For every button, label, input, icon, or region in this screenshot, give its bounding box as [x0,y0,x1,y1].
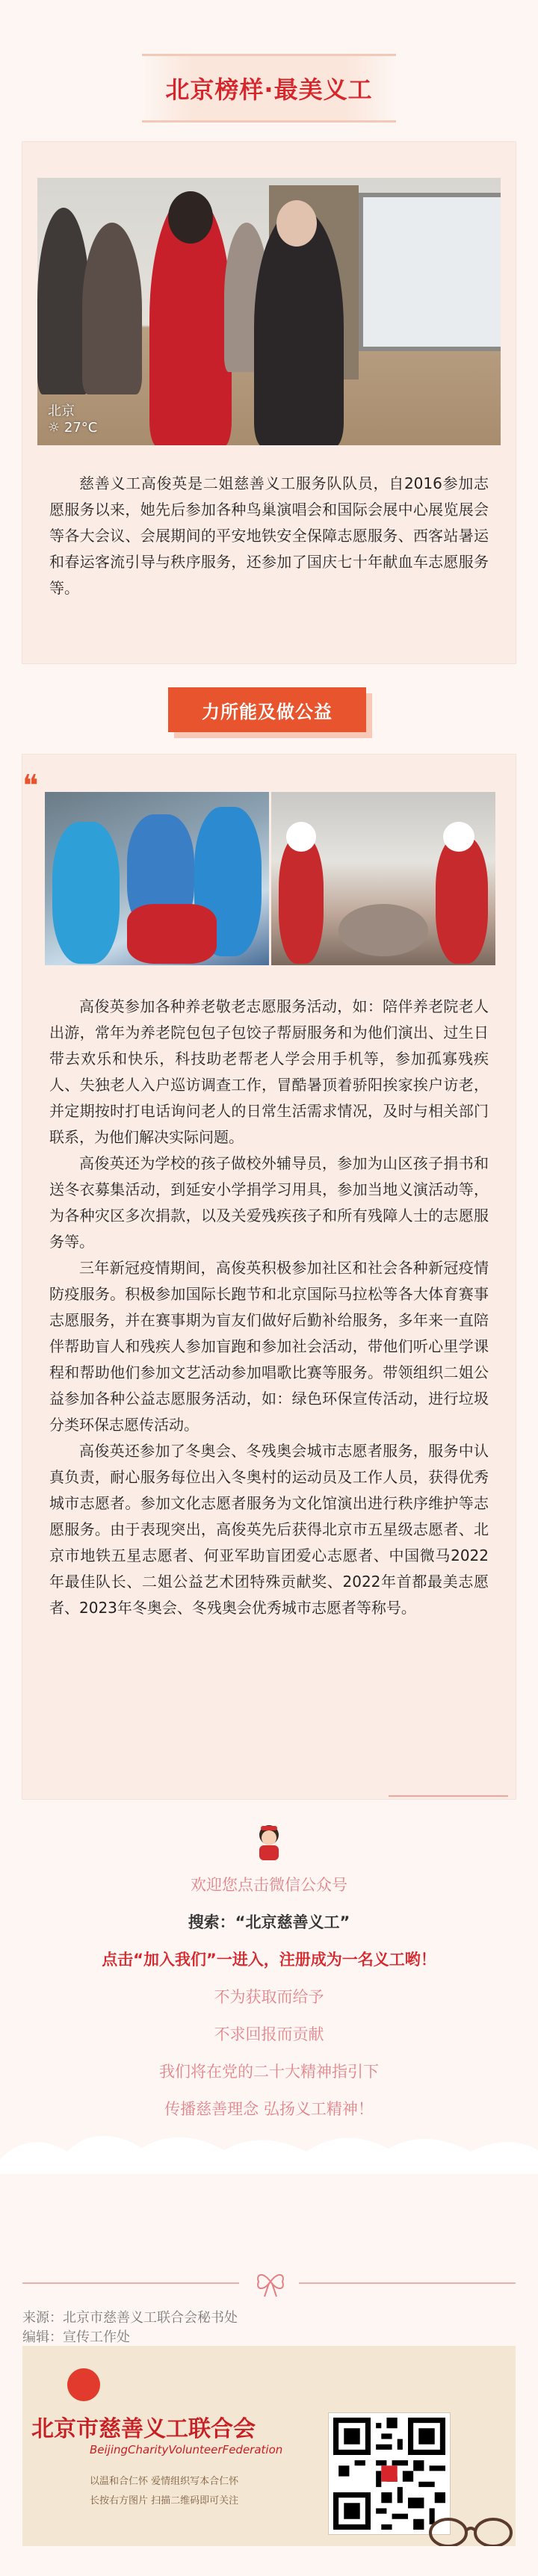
footer-separator-left [22,2282,239,2284]
quote-icon: ❝ [22,769,39,803]
org-name: 北京市慈善义工联合会 [31,2416,256,2442]
profile-paragraph: 慈善义工高俊英是二姐慈善义工服务队队员，自2016参加志愿服务以来，她先后参加各种鸟巢演唱会和国际会展中心展览展会等各大会议、会展期间的平安地铁安全保障志愿服务、西客站暑运和春运客流引导与秩序服务，还参加了国庆七十年献血车志愿服务等。 [49,474,489,597]
banner-scan-hint: 长按右方图片 扫描二维码即可关注 [90,2495,239,2507]
details-paragraph: 高俊英还为学校的孩子做校外辅导员，参加为山区孩子捐书和送冬衣募集活动，到延安小学捐学习用具，参加当地义演活动等，为各种灾区多次捐款，以及关爱残疾孩子和所有残障人士的志愿服务等。 [49,1154,489,1251]
cta-line4: 传播慈善理念 弘扬义工精神！ [164,2100,374,2118]
profile-card [22,142,516,663]
org-banner[interactable] [22,2346,516,2546]
activity-photo-right[interactable] [271,792,495,965]
cta-line1: 不为获取而给予 [214,1988,324,2006]
details-paragraph: 高俊英参加各种养老敬老志愿服务活动，如：陪伴养老院老人出游，常年为养老院包包子包饺子帮厨服务和为他们演出、过生日带去欢乐和快乐，科技助老帮老人学会用手机等，参加孤寡残疾人、失独老人入户巡访调查工作，冒酷暑顶着骄阳挨家挨户访老，并定期按时打电话询问老人的日常生活需求情况，及时与相关部门联系，为他们解决实际问题。 [49,997,489,1146]
photo-weather-overlay [48,403,97,436]
header [0,0,538,142]
cta-welcome: 欢迎您点击微信公众号 [191,1876,347,1894]
cta-line3: 我们将在党的二十大精神指引下 [159,2063,379,2081]
bow-icon [254,2268,287,2298]
org-name-en: BeijingCharityVolunteerFederation [90,2443,283,2456]
details-text [49,994,489,1621]
cta-line2: 不求回报而贡献 [214,2025,324,2043]
photo-location: 北京 [48,403,75,419]
org-logo-icon [67,2368,100,2401]
banner-slogan: 以温和合仁怀 爱情组织写本合仁怀 [90,2476,239,2487]
activity-photo-left[interactable] [45,792,269,965]
sun-icon: ☼ [48,420,61,436]
glasses-icon [426,2507,516,2546]
details-paragraph: 高俊英还参加了冬奥会、冬残奥会城市志愿者服务，服务中认真负责，耐心服务每位出入冬奥村的运动员及工作人员，获得优秀城市志愿者。参加文化志愿者服务为文化馆演出进行秩序维护等志愿服务。由于表现突出，高俊英先后获得北京市五星级志愿者、北京市地铁五星志愿者、何亚军助盲团爱心志愿者、中国微马2022年最佳队长、二姐公益艺术团特殊贡献奖、2022年首都最美志愿者、2023年冬奥会、冬残奥会优秀城市志愿者等称号。 [49,1442,489,1617]
cta-search: 搜索：“北京慈善义工” [188,1913,350,1931]
volunteer-photo[interactable] [37,178,501,445]
card-divider [389,1795,508,1797]
title-banner [142,54,396,123]
source-credit: 来源：北京市慈善义工联合会秘书处 [22,2310,238,2326]
cta-join: 点击“加入我们”一进入，注册成为一名义工哟！ [102,1951,436,1969]
volunteer-mascot-icon [253,1823,285,1862]
photo-temperature: 27°C [64,420,98,436]
section-tag [168,687,366,732]
details-paragraph: 三年新冠疫情期间，高俊英积极参加社区和社会各种新冠疫情防疫服务。积极参加国际长跑节和北京国际马拉松等各大体育赛事志愿服务，并在赛事期为盲友们做好后勤补给服务，多年来一直陪伴帮助盲人和残疾人参加盲跑和参加社会活动，带他们听心里学课程和帮助他们参加文艺活动参加唱歌比赛等服务。带领组织二姐公益参加各种公益志愿服务活动，如：绿色环保宣传活动，进行垃圾分类环保志愿传活动。 [49,1259,489,1434]
section-tag-label: 力所能及做公益 [202,701,333,722]
details-card [22,755,516,1799]
page-title: 北京榜样·最美义工 [165,75,373,104]
footer-separator-right [299,2282,516,2284]
editor-credit: 编辑：宣传工作处 [22,2329,130,2345]
cloud-decoration [0,2114,538,2174]
